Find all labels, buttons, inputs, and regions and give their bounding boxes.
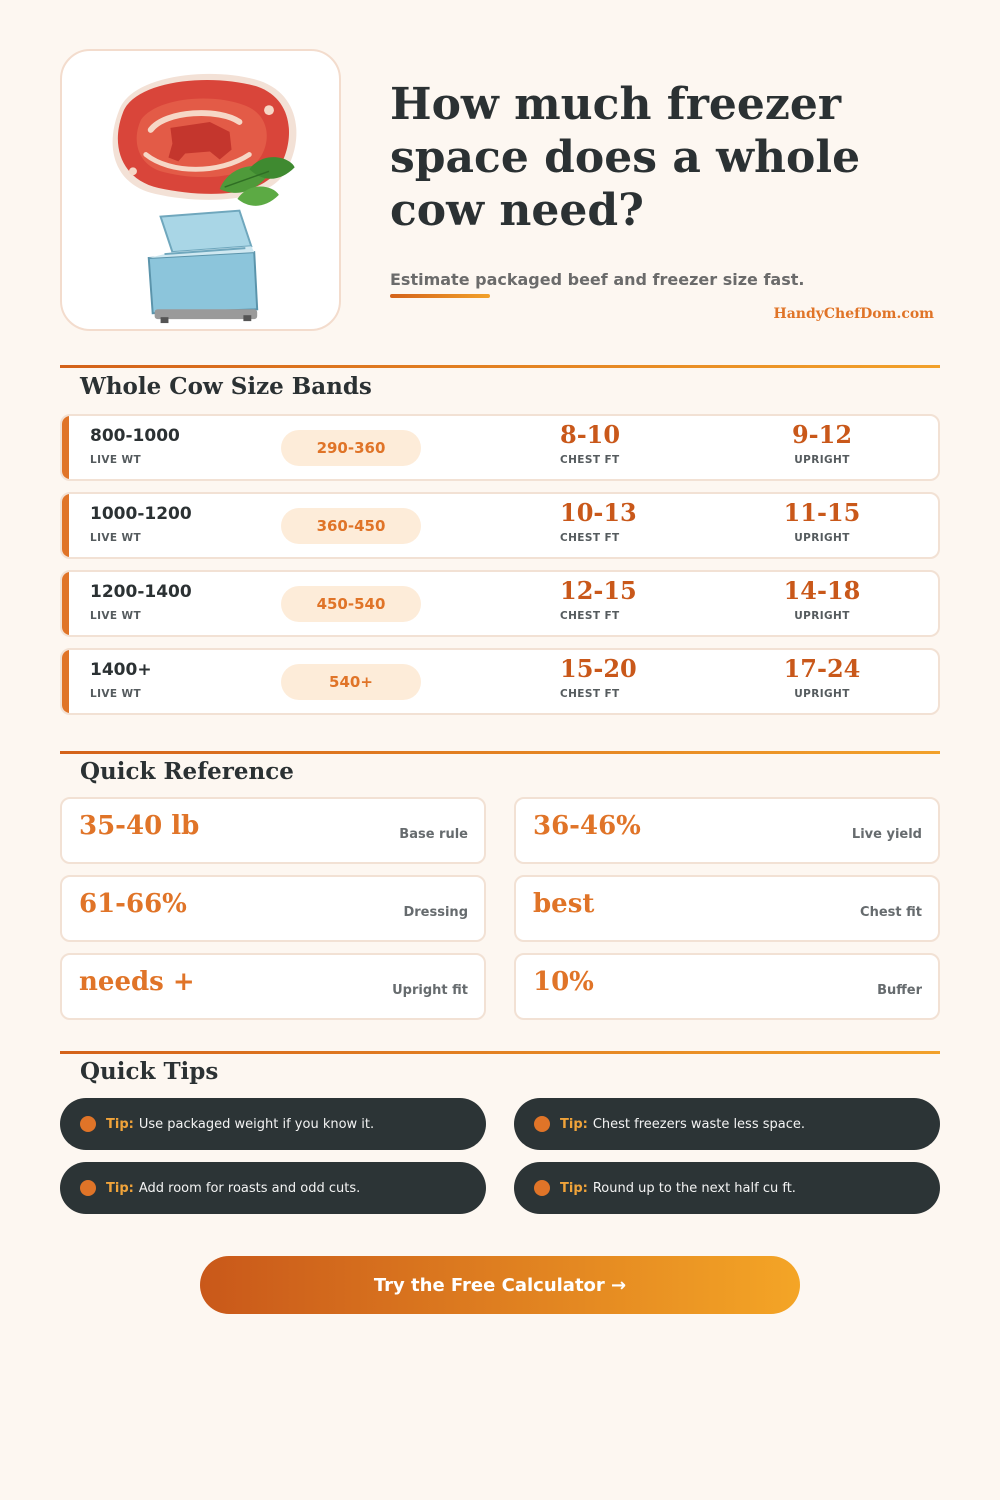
reference-value: 10% — [533, 967, 594, 997]
reference-label: Base rule — [399, 827, 468, 842]
chest-freezer-value: 8-10 — [560, 420, 621, 449]
tip-key: Tip: — [106, 1180, 134, 1196]
reference-label: Upright fit — [392, 983, 468, 998]
upright-freezer-label: UPRIGHT — [794, 688, 850, 700]
page-subtitle: Estimate packaged beef and freezer size fast. — [390, 270, 805, 289]
chest-freezer-label: CHEST FT — [560, 610, 620, 622]
reference-label: Buffer — [877, 983, 922, 998]
bullet-dot-icon — [534, 1180, 550, 1196]
chest-freezer-icon — [149, 211, 257, 323]
tip-text: Use packaged weight if you know it. — [138, 1116, 375, 1132]
size-band-row — [60, 414, 940, 481]
tip-key: Tip: — [560, 1116, 588, 1132]
live-weight-value: 1400+ — [90, 660, 152, 680]
upright-freezer-value: 14-18 — [783, 576, 861, 605]
quick-reference-title: Quick Reference — [80, 758, 294, 785]
reference-value: 36-46% — [533, 811, 641, 841]
chest-freezer-label: CHEST FT — [560, 532, 620, 544]
reference-value: 61-66% — [79, 889, 187, 919]
reference-card — [514, 875, 940, 942]
page-title: How much freezer space does a whole cow need? — [390, 79, 861, 236]
packaged-weight-pill: 540+ — [281, 664, 421, 700]
size-band-row — [60, 648, 940, 715]
chest-freezer-value: 12-15 — [560, 576, 637, 605]
size-bands-title: Whole Cow Size Bands — [80, 373, 372, 400]
live-weight-value: 1000-1200 — [90, 504, 192, 524]
reference-card — [514, 797, 940, 864]
section-divider — [60, 365, 940, 368]
band-accent — [62, 416, 69, 479]
packaged-weight-pill: 360-450 — [281, 508, 421, 544]
reference-label: Chest fit — [860, 905, 922, 920]
live-weight-label: LIVE WT — [90, 454, 142, 466]
reference-value: best — [533, 889, 595, 919]
band-accent — [62, 494, 69, 557]
tip-text: Chest freezers waste less space. — [592, 1116, 806, 1132]
reference-card — [60, 953, 486, 1020]
quick-tips-title: Quick Tips — [80, 1058, 219, 1085]
tip-pill — [60, 1162, 486, 1214]
band-accent — [62, 650, 69, 713]
upright-freezer-value: 17-24 — [783, 654, 861, 683]
live-weight-label: LIVE WT — [90, 532, 142, 544]
hero-illustration — [60, 49, 341, 331]
tip-pill — [514, 1162, 940, 1214]
bullet-dot-icon — [80, 1180, 96, 1196]
bullet-dot-icon — [534, 1116, 550, 1132]
band-accent — [62, 572, 69, 635]
reference-label: Live yield — [851, 827, 922, 842]
chest-freezer-label: CHEST FT — [560, 454, 620, 466]
live-weight-label: LIVE WT — [90, 610, 142, 622]
bullet-dot-icon — [80, 1116, 96, 1132]
reference-label: Dressing — [403, 905, 468, 920]
live-weight-value: 800-1000 — [90, 426, 180, 446]
size-band-row — [60, 570, 940, 637]
reference-card — [60, 797, 486, 864]
packaged-weight-pill: 450-540 — [281, 586, 421, 622]
live-weight-value: 1200-1400 — [90, 582, 192, 602]
reference-card — [514, 953, 940, 1020]
size-band-row — [60, 492, 940, 559]
reference-card — [60, 875, 486, 942]
meat-cut-icon — [113, 74, 297, 200]
live-weight-label: LIVE WT — [90, 688, 142, 700]
tip-key: Tip: — [106, 1116, 134, 1132]
chest-freezer-value: 10-13 — [560, 498, 637, 527]
upright-freezer-label: UPRIGHT — [794, 532, 850, 544]
section-divider — [60, 1051, 940, 1054]
brand-link[interactable]: HandyChefDom.com — [773, 306, 934, 322]
subtitle-underline — [390, 294, 490, 298]
tip-text: Round up to the next half cu ft. — [592, 1180, 796, 1196]
try-calculator-button[interactable]: Try the Free Calculator → — [200, 1256, 800, 1314]
reference-value: 35-40 lb — [79, 811, 200, 841]
packaged-weight-pill: 290-360 — [281, 430, 421, 466]
tip-pill — [514, 1098, 940, 1150]
upright-freezer-label: UPRIGHT — [794, 610, 850, 622]
section-divider — [60, 751, 940, 754]
upright-freezer-value: 11-15 — [783, 498, 861, 527]
upright-freezer-value: 9-12 — [791, 420, 853, 449]
chest-freezer-label: CHEST FT — [560, 688, 620, 700]
tip-text: Add room for roasts and odd cuts. — [138, 1180, 361, 1196]
chest-freezer-value: 15-20 — [560, 654, 637, 683]
tip-pill — [60, 1098, 486, 1150]
reference-value: needs + — [79, 967, 195, 997]
tip-key: Tip: — [560, 1180, 588, 1196]
upright-freezer-label: UPRIGHT — [794, 454, 850, 466]
